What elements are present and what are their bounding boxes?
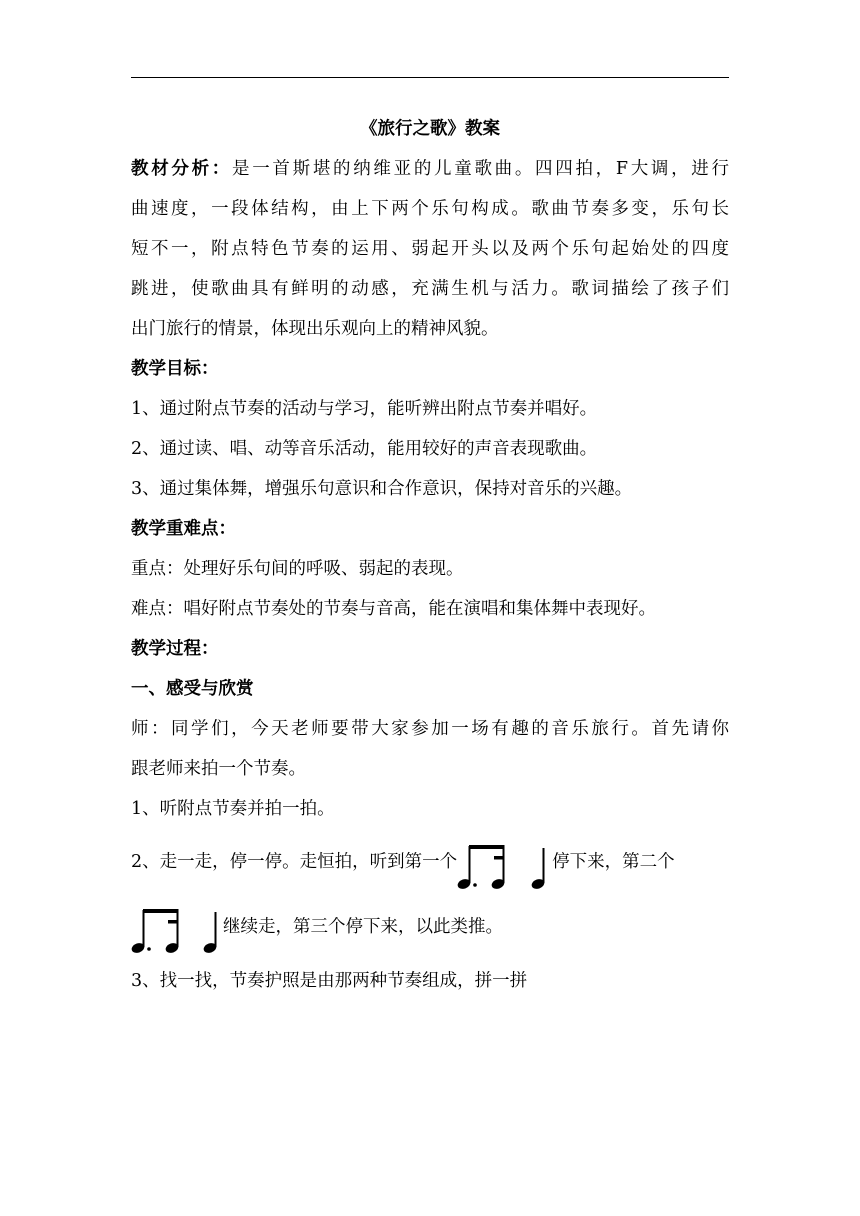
teacher-line: 师：同学们，今天老师要带大家参加一场有趣的音乐旅行。首先请你 xyxy=(131,719,729,739)
header-rule xyxy=(131,77,729,78)
step-item xyxy=(131,900,729,954)
analysis-paragraph-line: 曲速度，一段体结构，由上下两个乐句构成。歌曲节奏多变，乐句长 xyxy=(131,199,729,219)
process-heading: 教学过程： xyxy=(131,639,219,659)
lesson-plan-document xyxy=(131,112,729,998)
key-points-heading: 教学重难点： xyxy=(131,519,236,539)
step-item: 3、找一找，节奏护照是由那两种节奏组成，拼一拼 xyxy=(131,971,528,991)
step-text: 继续走，第三个停下来，以此类推。 xyxy=(223,917,503,937)
teacher-line: 跟老师来拍一个节奏。 xyxy=(131,759,306,779)
goal-item: 1、通过附点节奏的活动与学习，能听辨出附点节奏并唱好。 xyxy=(131,399,598,419)
analysis-paragraph-line: 出门旅行的情景，体现出乐观向上的精神风貌。 xyxy=(131,319,499,339)
document-title: 《旅行之歌》教案 xyxy=(360,119,500,139)
rhythm-notation-icon xyxy=(131,906,223,954)
key-point: 重点：处理好乐句间的呼吸、弱起的表现。 xyxy=(131,559,464,579)
analysis-paragraph-line: 跳进，使歌曲具有鲜明的动感，充满生机与活力。歌词描绘了孩子们 xyxy=(131,279,729,299)
analysis-text: 是一首斯堪的纳维亚的儿童歌曲。四四拍，F大调，进行 xyxy=(232,159,730,179)
goals-heading: 教学目标： xyxy=(131,359,219,379)
step-text: 2、走一走，停一停。走恒拍，听到第一个 xyxy=(131,852,458,872)
goal-item: 3、通过集体舞，增强乐句意识和合作意识，保持对音乐的兴趣。 xyxy=(131,479,633,499)
step-item: 1、听附点节奏并拍一拍。 xyxy=(131,799,335,819)
goal-item: 2、通过读、唱、动等音乐活动，能用较好的声音表现歌曲。 xyxy=(131,439,598,459)
section-heading: 一、感受与欣赏 xyxy=(131,679,254,699)
analysis-label: 教材分析： xyxy=(131,159,233,179)
step-item xyxy=(131,834,729,890)
step-text: 停下来，第二个 xyxy=(552,852,675,872)
difficult-point: 难点：唱好附点节奏处的节奏与音高，能在演唱和集体舞中表现好。 xyxy=(131,599,656,619)
analysis-paragraph-line: 短不一，附点特色节奏的运用、弱起开头以及两个乐句起始处的四度 xyxy=(131,239,729,259)
analysis-paragraph-line xyxy=(131,152,729,186)
rhythm-notation-icon xyxy=(457,842,552,890)
